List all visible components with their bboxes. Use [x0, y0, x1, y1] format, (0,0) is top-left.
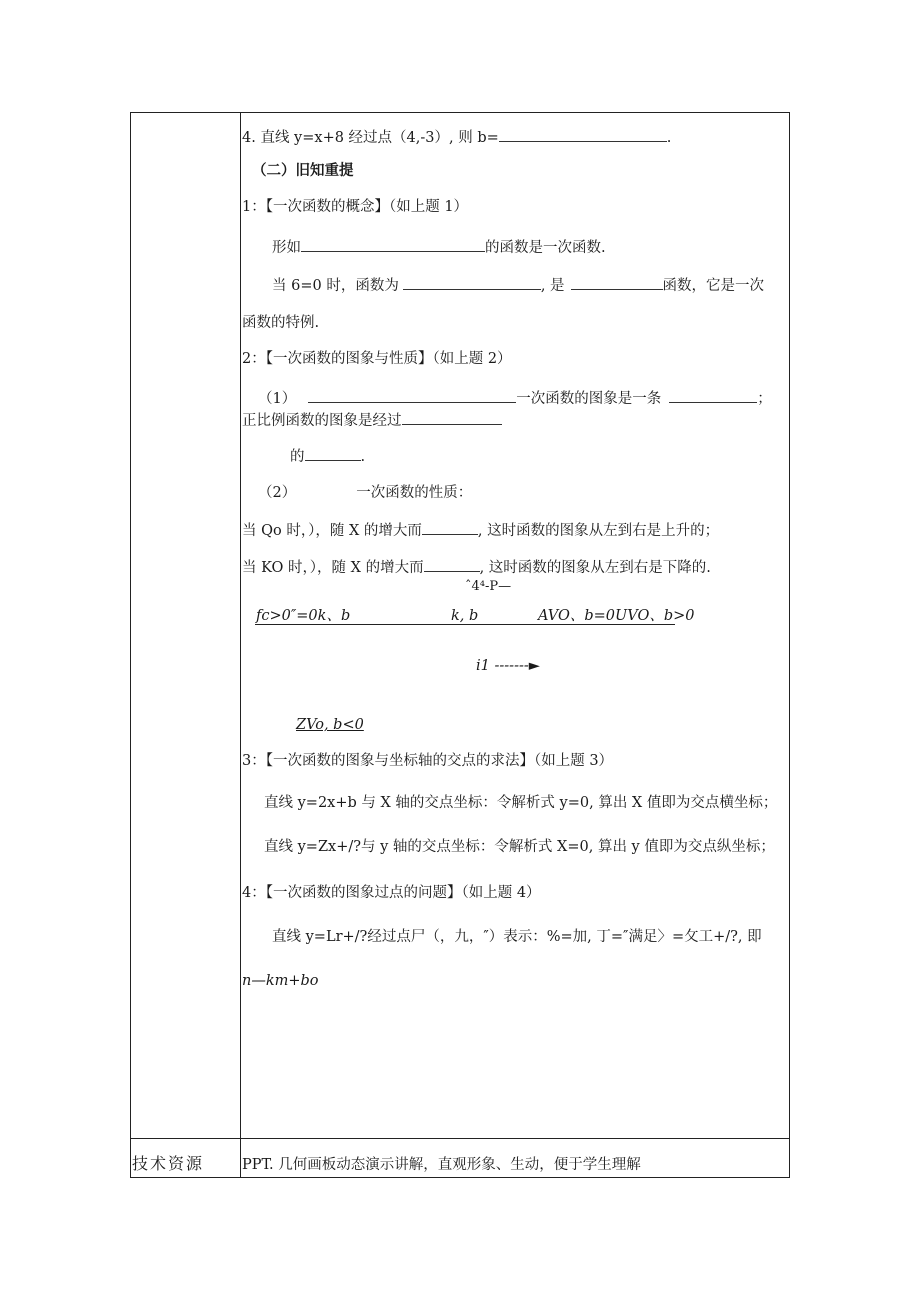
table-top-border: [130, 112, 790, 113]
item2-p1: [258, 388, 772, 408]
resources-text: PPT. 几何画板动态演示讲解，直观形象、生动，便于学生理解: [242, 1157, 641, 1173]
item2-p2-line2-post: , 这时函数的图象从左到右是下降的.: [479, 560, 711, 576]
item2-p2-num: （2）: [258, 485, 297, 501]
answer-blank: [499, 127, 667, 142]
item2-p1-line3-post: .: [360, 449, 366, 465]
answer-blank: [301, 237, 485, 252]
item3-line1: 直线 y=2x+b 与 X 轴的交点坐标：令解析式 y=0, 算出 X 值即为交点横坐标；: [264, 795, 778, 811]
item2-p1-num: （1）: [258, 391, 297, 407]
item2-p2-text: 一次函数的性质：: [356, 485, 473, 501]
figure-bottom: ZVo, b<0: [296, 717, 364, 733]
resources-label: 技术资源: [132, 1154, 205, 1173]
item1-line1-pre: 形如: [272, 240, 301, 256]
item2-p2-line1-pre: 当 Qo 时，），随 X 的增大而: [242, 523, 422, 539]
table-right-border: [789, 112, 790, 1178]
item1-line2-a: 当 6=0 时，函数为: [272, 278, 399, 294]
figure-row-b: k, b: [451, 608, 479, 624]
item2-p1-end: ；: [757, 391, 772, 407]
item1-line2-c: 函数，它是一次: [662, 278, 765, 294]
figure-arrow: i1 -------►: [476, 658, 540, 674]
item1-line2: [272, 275, 764, 295]
table-left-border: [130, 112, 131, 1178]
item1-line2-b: , 是: [540, 278, 565, 294]
item2-p1-line3-pre: 的: [290, 449, 305, 465]
answer-blank: [571, 275, 663, 290]
item1-heading: 1：【一次函数的概念】（如上题 1）: [242, 199, 469, 215]
item4-line1: 直线 y=Lr+/?经过点尸（，九，″）表示：%=加, 丁=″满足〉=攵工+/?, 即: [272, 929, 762, 945]
item1-line1-post: 的函数是一次函数.: [485, 240, 606, 256]
question-4: [242, 127, 671, 147]
section-title: （二）旧知重提: [252, 162, 354, 179]
figure-underline: [255, 624, 675, 625]
answer-blank: [403, 275, 541, 290]
figure-row-a: fc>0″=0k、b: [256, 608, 351, 624]
item2-p2-line2-pre: 当 KO 时，），随 X 的增大而: [242, 560, 424, 576]
item1-line1: [272, 237, 606, 257]
item4-heading: 4：【一次函数的图象过点的问题】（如上题 4）: [242, 885, 541, 901]
table-bottom-border: [130, 1177, 790, 1178]
answer-blank: [422, 520, 478, 535]
question-4-end: .: [666, 130, 672, 146]
item2-p1-mid: 一次函数的图象是一条: [516, 391, 662, 407]
item2-heading: 2：【一次函数的图象与性质】（如上题 2）: [242, 351, 512, 367]
item2-p1-line2: [242, 410, 502, 430]
answer-blank: [669, 388, 757, 403]
answer-blank: [424, 557, 480, 572]
item2-p1-line2-text: 正比例函数的图象是经过: [242, 413, 402, 429]
item4-line2: n—km+bo: [242, 973, 319, 989]
table-column-divider: [240, 112, 241, 1178]
figure-top-text: ˆ4⁴-P—: [465, 579, 512, 594]
item2-p2-line2: [242, 557, 711, 577]
figure-row-c: AVO、b=0UVO、b>0: [538, 608, 695, 624]
item2-p1-line3: [290, 446, 365, 466]
item1-line3: 函数的特例.: [242, 315, 320, 331]
item2-p2-line1: [242, 520, 719, 540]
answer-blank: [402, 410, 502, 425]
answer-blank: [305, 446, 361, 461]
item3-line2: 直线 y=Zx+/?与 y 轴的交点坐标：令解析式 X=0, 算出 y 值即为交点纵坐标；: [264, 839, 775, 855]
item2-p2-line1-post: , 这时函数的图象从左到右是上升的；: [477, 523, 720, 539]
table-row-divider: [130, 1138, 790, 1139]
question-4-text: 4. 直线 y=x+8 经过点（4,-3）, 则 b=: [242, 130, 499, 146]
item2-p2: [258, 484, 472, 502]
item3-heading: 3：【一次函数的图象与坐标轴的交点的求法】（如上题 3）: [242, 753, 614, 769]
answer-blank: [308, 388, 516, 403]
